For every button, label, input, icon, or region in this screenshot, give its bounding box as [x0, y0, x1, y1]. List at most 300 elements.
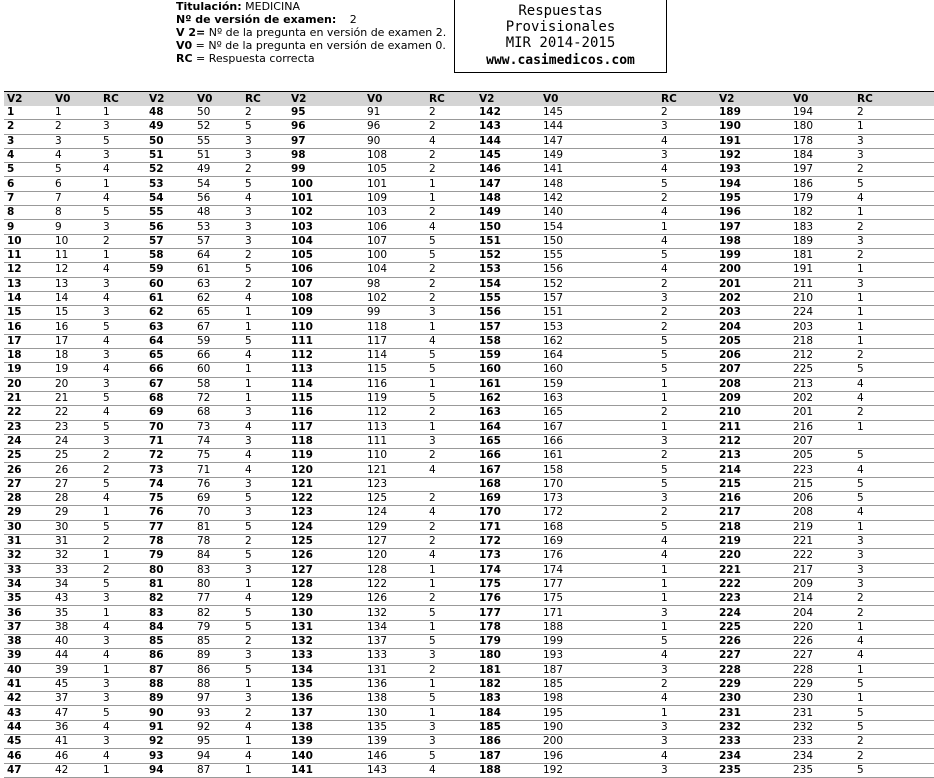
v2-cell: 39 — [7, 649, 22, 662]
v0-cell: 138 — [367, 692, 388, 705]
v2-cell: 7 — [7, 191, 15, 204]
v0-cell: 76 — [197, 477, 211, 490]
table-row — [4, 248, 934, 262]
rc-cell: 2 — [857, 749, 864, 762]
site-url: www.casimedicos.com — [486, 53, 635, 68]
table-row — [4, 234, 934, 248]
v2-cell: 53 — [149, 177, 164, 190]
rc-cell: 5 — [857, 363, 864, 376]
v0-cell: 130 — [367, 706, 388, 719]
rc-cell: 4 — [103, 649, 110, 662]
table-row — [4, 692, 934, 706]
rc-cell: 3 — [661, 720, 668, 733]
v2-cell: 217 — [719, 506, 741, 519]
table-row — [4, 577, 934, 591]
rc-cell: 5 — [429, 363, 436, 376]
v2-cell: 204 — [719, 320, 741, 333]
v2-cell: 166 — [479, 449, 501, 462]
v2-cell: 150 — [479, 220, 501, 233]
v2-cell: 4 — [7, 149, 15, 162]
v0-cell: 25 — [55, 449, 69, 462]
table-header-row — [4, 92, 934, 107]
v0-cell: 221 — [793, 535, 814, 548]
v0-cell: 158 — [543, 463, 564, 476]
rc-cell: 4 — [103, 263, 110, 276]
rc-cell: 1 — [429, 177, 436, 190]
v2-cell: 80 — [149, 563, 164, 576]
rc-cell: 2 — [661, 449, 668, 462]
v2-cell: 52 — [149, 163, 164, 176]
rc-cell: 1 — [245, 577, 252, 590]
v0-cell: 46 — [55, 749, 69, 762]
v2-cell: 124 — [291, 520, 313, 533]
v0-cell: 59 — [197, 334, 211, 347]
rc-cell: 2 — [857, 406, 864, 419]
rc-cell: 1 — [103, 549, 110, 562]
v2-cell: 172 — [479, 535, 501, 548]
v2-cell: 91 — [149, 720, 164, 733]
rc-cell: 4 — [245, 592, 252, 605]
rc-legend-label: RC — [176, 52, 193, 65]
rc-cell: 1 — [857, 663, 864, 676]
v2-cell: 1 — [7, 106, 15, 119]
v2-cell: 59 — [149, 263, 164, 276]
rc-cell: 1 — [661, 620, 668, 633]
rc-cell: 2 — [857, 163, 864, 176]
v0-cell: 117 — [367, 334, 388, 347]
v0-cell: 121 — [367, 463, 388, 476]
v2-cell: 197 — [719, 220, 741, 233]
v2-cell: 74 — [149, 477, 164, 490]
rc-cell: 3 — [857, 134, 864, 147]
v2-cell: 92 — [149, 735, 164, 748]
rc-cell: 3 — [245, 149, 252, 162]
v2-cell: 75 — [149, 492, 164, 505]
rc-cell: 5 — [429, 635, 436, 648]
v0-cell: 223 — [793, 463, 814, 476]
v0-cell: 54 — [197, 177, 211, 190]
table-row — [4, 606, 934, 620]
v2-cell: 144 — [479, 134, 501, 147]
table-row — [4, 134, 934, 148]
v0-cell: 154 — [543, 220, 564, 233]
rc-cell: 2 — [245, 635, 252, 648]
v2-cell: 187 — [479, 749, 501, 762]
rc-cell: 5 — [103, 520, 110, 533]
v0-cell: 204 — [793, 606, 814, 619]
title-line-2: Provisionales — [505, 19, 616, 35]
rc-cell: 3 — [245, 406, 252, 419]
table-row — [4, 420, 934, 434]
rc-cell: 1 — [245, 306, 252, 319]
v2-cell: 68 — [149, 392, 164, 405]
rc-cell: 2 — [103, 563, 110, 576]
v0-cell: 150 — [543, 234, 564, 247]
rc-cell: 2 — [245, 163, 252, 176]
rc-cell: 2 — [661, 191, 668, 204]
v2-cell: 51 — [149, 149, 164, 162]
table-row — [4, 363, 934, 377]
v2-cell: 13 — [7, 277, 22, 290]
v0-cell: 2 — [55, 120, 62, 133]
rc-cell: 2 — [661, 106, 668, 119]
v0-cell: 88 — [197, 678, 211, 691]
rc-cell: 5 — [245, 549, 252, 562]
rc-cell: 1 — [103, 763, 110, 776]
table-row — [4, 206, 934, 220]
rc-cell: 3 — [245, 563, 252, 576]
v0-cell: 55 — [197, 134, 211, 147]
rc-cell: 5 — [245, 120, 252, 133]
v2-cell: 141 — [291, 763, 313, 776]
rc-cell: 3 — [103, 149, 110, 162]
v0-cell: 188 — [543, 620, 564, 633]
v0-cell: 127 — [367, 535, 388, 548]
rc-cell: 1 — [429, 320, 436, 333]
v2-cell: 174 — [479, 563, 501, 576]
rc-cell: 4 — [661, 549, 668, 562]
v0-cell: 136 — [367, 678, 388, 691]
header-rc-2: RC — [242, 92, 288, 107]
rc-cell: 1 — [103, 663, 110, 676]
v0-cell: 137 — [367, 635, 388, 648]
v2-cell: 129 — [291, 592, 313, 605]
v2-cell: 108 — [291, 292, 313, 304]
v2-cell: 215 — [719, 477, 741, 490]
v2-cell: 71 — [149, 434, 164, 447]
v0-cell: 81 — [197, 520, 211, 533]
v0-cell: 191 — [793, 263, 814, 276]
v2-cell: 26 — [7, 463, 22, 476]
v2-cell: 24 — [7, 434, 22, 447]
v2-cell: 132 — [291, 635, 313, 648]
v2-cell: 40 — [7, 663, 22, 676]
rc-cell: 5 — [245, 620, 252, 633]
v0-cell: 50 — [197, 106, 211, 119]
v0-cell: 104 — [367, 263, 388, 276]
rc-cell: 2 — [429, 163, 436, 176]
v2-cell: 155 — [479, 292, 501, 304]
v2-cell: 231 — [719, 706, 741, 719]
v0-cell: 218 — [793, 334, 814, 347]
v2-cell: 44 — [7, 720, 22, 733]
v0-cell: 66 — [197, 349, 211, 362]
v0-cell: 103 — [367, 206, 388, 219]
v2-cell: 2 — [7, 120, 15, 133]
v0-legend-row — [176, 39, 476, 52]
v2-cell: 48 — [149, 106, 164, 119]
rc-cell: 4 — [857, 506, 864, 519]
version-label: Nº de versión de examen: — [176, 13, 337, 26]
v2-cell: 183 — [479, 692, 501, 705]
v0-cell: 108 — [367, 149, 388, 162]
header-v2-5: V2 — [716, 92, 790, 107]
v2-cell: 180 — [479, 649, 501, 662]
v2-cell: 69 — [149, 406, 164, 419]
v2-cell: 190 — [719, 120, 741, 133]
rc-cell: 5 — [857, 678, 864, 691]
v0-cell: 72 — [197, 392, 211, 405]
v2-cell: 207 — [719, 363, 741, 376]
rc-cell: 1 — [857, 692, 864, 705]
rc-cell: 4 — [857, 463, 864, 476]
v2-cell: 151 — [479, 234, 501, 247]
v2-cell: 63 — [149, 320, 164, 333]
v2-cell: 66 — [149, 363, 164, 376]
rc-cell: 2 — [429, 120, 436, 133]
v2-cell: 130 — [291, 606, 313, 619]
v2-cell: 178 — [479, 620, 501, 633]
rc-cell: 5 — [661, 334, 668, 347]
v2-cell: 10 — [7, 234, 22, 247]
title-box — [454, 0, 667, 73]
rc-cell: 5 — [429, 749, 436, 762]
rc-cell: 1 — [857, 520, 864, 533]
v0-cell: 181 — [793, 249, 814, 262]
v0-cell: 3 — [55, 134, 62, 147]
v0-cell: 175 — [543, 592, 564, 605]
v2-cell: 107 — [291, 277, 313, 290]
v0-cell: 47 — [55, 706, 69, 719]
table-row — [4, 706, 934, 720]
v2-cell: 128 — [291, 577, 313, 590]
v2-cell: 87 — [149, 663, 164, 676]
v2-cell: 154 — [479, 277, 501, 290]
table-row — [4, 291, 934, 305]
v0-cell: 189 — [793, 234, 814, 247]
v2-cell: 89 — [149, 692, 164, 705]
rc-cell: 4 — [103, 406, 110, 419]
v0-cell: 214 — [793, 592, 814, 605]
header-v2-2: V2 — [146, 92, 194, 107]
v0-cell: 135 — [367, 720, 388, 733]
table-body — [4, 106, 934, 777]
rc-cell: 2 — [857, 106, 864, 119]
v0-cell: 14 — [55, 292, 69, 304]
rc-cell: 1 — [857, 320, 864, 333]
v2-cell: 54 — [149, 191, 164, 204]
v0-cell: 21 — [55, 392, 69, 405]
v2-cell: 77 — [149, 520, 164, 533]
rc-cell: 3 — [103, 377, 110, 390]
rc-cell: 3 — [245, 220, 252, 233]
rc-cell: 5 — [103, 477, 110, 490]
v0-cell: 156 — [543, 263, 564, 276]
v0-cell: 232 — [793, 720, 814, 733]
rc-cell: 3 — [661, 434, 668, 447]
v2-cell: 214 — [719, 463, 741, 476]
rc-cell: 3 — [103, 735, 110, 748]
v0-cell: 202 — [793, 392, 814, 405]
v2-cell: 149 — [479, 206, 501, 219]
rc-cell: 1 — [429, 563, 436, 576]
v0-cell: 61 — [197, 263, 211, 276]
rc-cell: 1 — [661, 592, 668, 605]
v2-cell: 55 — [149, 206, 164, 219]
rc-cell: 4 — [245, 349, 252, 362]
v0-cell: 146 — [367, 749, 388, 762]
v0-cell: 227 — [793, 649, 814, 662]
v0-cell: 70 — [197, 506, 211, 519]
table-row — [4, 649, 934, 663]
v0-cell: 222 — [793, 549, 814, 562]
v0-cell: 10 — [55, 234, 69, 247]
rc-cell: 4 — [245, 720, 252, 733]
v0-cell: 87 — [197, 763, 211, 776]
v2-cell: 106 — [291, 263, 313, 276]
table-row — [4, 592, 934, 606]
table-row — [4, 334, 934, 348]
table-row — [4, 449, 934, 463]
rc-cell: 4 — [103, 492, 110, 505]
v2-cell: 159 — [479, 349, 501, 362]
rc-cell: 3 — [857, 549, 864, 562]
v0-cell: 120 — [367, 549, 388, 562]
v2-cell: 105 — [291, 249, 313, 262]
v0-cell: 160 — [543, 363, 564, 376]
v2-cell: 82 — [149, 592, 164, 605]
table-row — [4, 663, 934, 677]
v2-cell: 131 — [291, 620, 313, 633]
v0-cell: 68 — [197, 406, 211, 419]
v2-cell: 34 — [7, 577, 22, 590]
v2-cell: 9 — [7, 220, 15, 233]
v0-cell: 44 — [55, 649, 69, 662]
v2-cell: 47 — [7, 763, 22, 776]
rc-cell: 4 — [245, 191, 252, 204]
table-row — [4, 763, 934, 777]
v0-cell: 170 — [543, 477, 564, 490]
rc-cell: 5 — [661, 177, 668, 190]
v2-cell: 177 — [479, 606, 501, 619]
v0-cell: 42 — [55, 763, 69, 776]
v2-legend-desc: Nº de la pregunta en versión de examen 2. — [208, 26, 447, 39]
rc-cell: 4 — [245, 292, 252, 304]
v2-cell: 8 — [7, 206, 15, 219]
v2-cell: 64 — [149, 334, 164, 347]
table-row — [4, 720, 934, 734]
rc-cell: 4 — [661, 263, 668, 276]
rc-cell: 3 — [857, 149, 864, 162]
v0-cell: 91 — [367, 106, 381, 119]
v0-cell: 233 — [793, 735, 814, 748]
v2-cell: 62 — [149, 306, 164, 319]
v0-cell: 153 — [543, 320, 564, 333]
v2-cell: 35 — [7, 592, 22, 605]
rc-cell: 5 — [857, 477, 864, 490]
v0-cell: 180 — [793, 120, 814, 133]
rc-cell: 3 — [103, 306, 110, 319]
v0-cell: 143 — [367, 763, 388, 776]
v0-cell: 196 — [543, 749, 564, 762]
v0-cell: 80 — [197, 577, 211, 590]
v2-cell: 30 — [7, 520, 22, 533]
v0-cell: 205 — [793, 449, 814, 462]
v0-cell: 168 — [543, 520, 564, 533]
rc-cell: 2 — [857, 349, 864, 362]
v2-cell: 103 — [291, 220, 313, 233]
v0-cell: 215 — [793, 477, 814, 490]
v0-cell: 101 — [367, 177, 388, 190]
rc-cell: 1 — [857, 306, 864, 319]
v0-cell: 219 — [793, 520, 814, 533]
rc-cell: 3 — [245, 134, 252, 147]
rc-cell: 5 — [103, 706, 110, 719]
v2-cell: 146 — [479, 163, 501, 176]
rc-cell: 2 — [661, 277, 668, 290]
v2-cell: 234 — [719, 749, 741, 762]
v0-cell: 92 — [197, 720, 211, 733]
v0-cell: 65 — [197, 306, 211, 319]
rc-cell: 3 — [429, 306, 436, 319]
v2-cell: 145 — [479, 149, 501, 162]
v2-cell: 163 — [479, 406, 501, 419]
v0-cell: 102 — [367, 292, 388, 304]
v2-cell: 28 — [7, 492, 22, 505]
v2-cell: 157 — [479, 320, 501, 333]
v0-cell: 230 — [793, 692, 814, 705]
rc-cell: 3 — [245, 692, 252, 705]
rc-cell: 4 — [661, 649, 668, 662]
v0-cell: 147 — [543, 134, 564, 147]
rc-cell: 2 — [661, 678, 668, 691]
v2-cell: 121 — [291, 477, 313, 490]
v2-cell: 229 — [719, 678, 741, 691]
v2-cell: 109 — [291, 306, 313, 319]
rc-cell: 4 — [245, 420, 252, 433]
v2-cell: 212 — [719, 434, 741, 447]
v2-cell: 120 — [291, 463, 313, 476]
v0-cell: 20 — [55, 377, 69, 390]
v2-cell: 136 — [291, 692, 313, 705]
v0-cell: 82 — [197, 606, 211, 619]
v0-cell: 224 — [793, 306, 814, 319]
titulacion-row — [176, 0, 476, 13]
v2-cell: 162 — [479, 392, 501, 405]
rc-cell: 4 — [661, 234, 668, 247]
rc-cell: 1 — [661, 706, 668, 719]
table-row — [4, 492, 934, 506]
v2-cell: 216 — [719, 492, 741, 505]
rc-cell: 2 — [245, 706, 252, 719]
v2-cell: 46 — [7, 749, 22, 762]
rc-cell: 2 — [103, 535, 110, 548]
rc-cell: 1 — [661, 563, 668, 576]
rc-cell: 3 — [245, 477, 252, 490]
rc-cell: 3 — [857, 234, 864, 247]
v0-cell: 128 — [367, 563, 388, 576]
rc-cell: 5 — [857, 492, 864, 505]
rc-cell: 2 — [429, 663, 436, 676]
v2-legend-label: V 2= — [176, 26, 206, 39]
rc-cell: 1 — [857, 334, 864, 347]
v2-cell: 201 — [719, 277, 741, 290]
v0-cell: 109 — [367, 191, 388, 204]
v0-cell: 216 — [793, 420, 814, 433]
rc-cell: 5 — [245, 263, 252, 276]
v2-cell: 156 — [479, 306, 501, 319]
rc-cell: 2 — [103, 234, 110, 247]
v2-cell: 22 — [7, 406, 22, 419]
v0-cell: 192 — [543, 763, 564, 776]
rc-cell: 4 — [429, 549, 436, 562]
v2-cell: 49 — [149, 120, 164, 133]
v0-cell: 132 — [367, 606, 388, 619]
v0-cell: 145 — [543, 106, 564, 119]
v0-cell: 26 — [55, 463, 69, 476]
rc-cell: 2 — [429, 406, 436, 419]
v2-cell: 60 — [149, 277, 164, 290]
